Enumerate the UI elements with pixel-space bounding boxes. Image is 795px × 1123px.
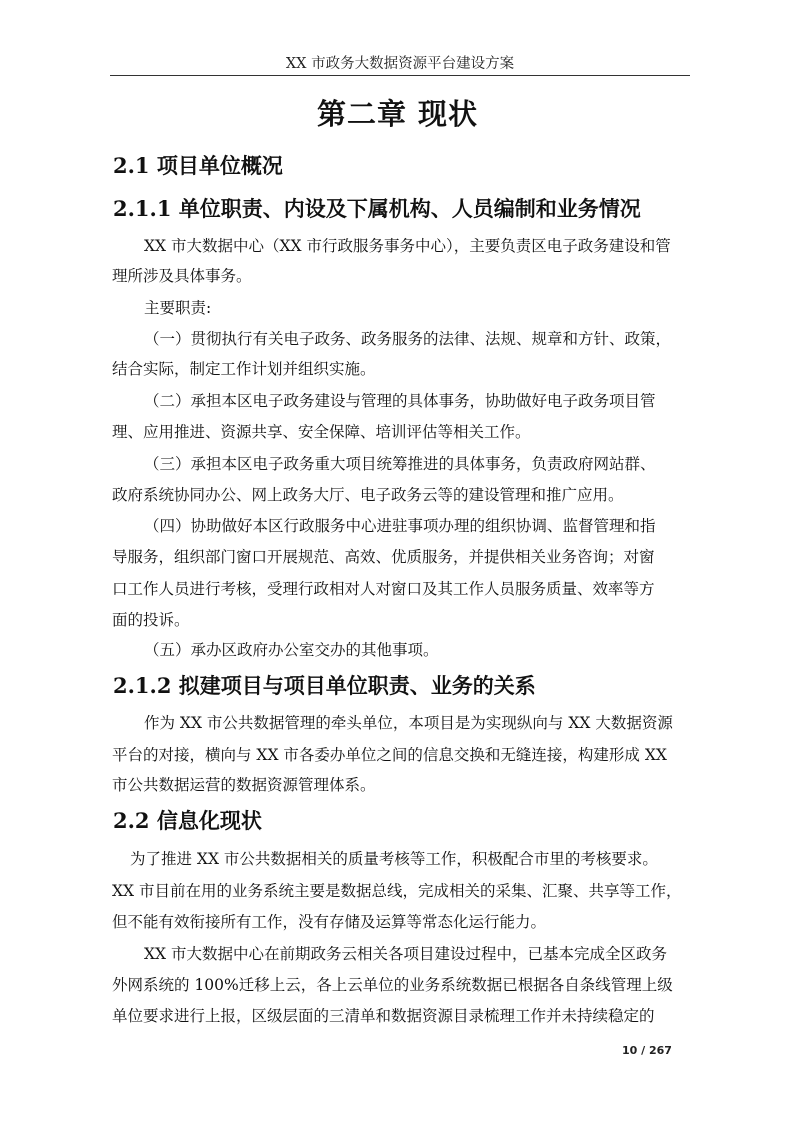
para-line: 外网系统的 100%迁移上云，各上云单位的业务系统数据已根据各自条线管理上级: [112, 976, 673, 994]
para-line: 但不能有效衔接所有工作，没有存储及运算等常态化运行能力。: [112, 913, 547, 931]
para-line: 为了推进 XX 市公共数据相关的质量考核等工作，积极配合市里的考核要求。: [130, 850, 658, 868]
para-line: 作为 XX 市公共数据管理的牵头单位，本项目是为实现纵向与 XX 大数据资源: [144, 714, 673, 732]
para-line: 理、应用推进、资源共享、安全保障、培训评估等相关工作。: [112, 423, 531, 441]
para-line: 结合实际，制定工作计划并组织实施。: [112, 360, 376, 378]
para-line: XX 市大数据中心在前期政务云相关各项目建设过程中，已基本完成全区政务: [144, 945, 667, 963]
para-line: XX 市目前在用的业务系统主要是数据总线，完成相关的采集、汇聚、共享等工作，: [112, 882, 682, 900]
para-line: （三）承担本区电子政务重大项目统筹推进的具体事务，负责政府网站群、: [144, 455, 656, 473]
para-line: 政府系统协同办公、网上政务大厅、电子政务云等的建设管理和推广应用。: [112, 486, 624, 504]
para-line: 市公共数据运营的数据资源管理体系。: [112, 776, 376, 794]
header-rule: [110, 75, 690, 76]
para-line: （五）承办区政府办公室交办的其他事项。: [144, 641, 439, 659]
para-line: 面的投诉。: [112, 611, 190, 629]
para-line: 平台的对接，横向与 XX 市各委办单位之间的信息交换和无缝连接，构建形成 XX: [112, 746, 667, 764]
para-line: 口工作人员进行考核，受理行政相对人对窗口及其工作人员服务质量、效率等方: [112, 580, 655, 598]
para-line: 单位要求进行上报，区级层面的三清单和数据资源目录梳理工作并未持续稳定的: [112, 1007, 655, 1025]
page-number: 10 / 267: [622, 1044, 672, 1057]
chapter-title: 第二章 现状: [316, 97, 479, 131]
para-line: 理所涉及具体事务。: [112, 267, 252, 285]
para-line: （二）承担本区电子政务建设与管理的具体事务，协助做好电子政务项目管: [144, 392, 656, 410]
running-header: XX 市政务大数据资源平台建设方案: [285, 56, 515, 72]
para-line: XX 市大数据中心（XX 市行政服务事务中心），主要负责区电子政务建设和管: [144, 237, 671, 255]
section-heading-2-1-1: 2.1.1 单位职责、内设及下属机构、人员编制和业务情况: [113, 196, 641, 221]
para-line: （一）贯彻执行有关电子政务、政务服务的法律、法规、规章和方针、政策，: [144, 330, 672, 348]
para-line: 主要职责:: [144, 299, 212, 317]
para-line: 导服务，组织部门窗口开展规范、高效、优质服务，并提供相关业务咨询；对窗: [112, 548, 655, 566]
section-heading-2-2: 2.2 信息化现状: [113, 808, 262, 833]
section-heading-2-1-2: 2.1.2 拟建项目与项目单位职责、业务的关系: [113, 673, 536, 698]
section-heading-2-1: 2.1 项目单位概况: [113, 153, 283, 178]
para-line: （四）协助做好本区行政服务中心进驻事项办理的组织协调、监督管理和指: [144, 517, 656, 535]
